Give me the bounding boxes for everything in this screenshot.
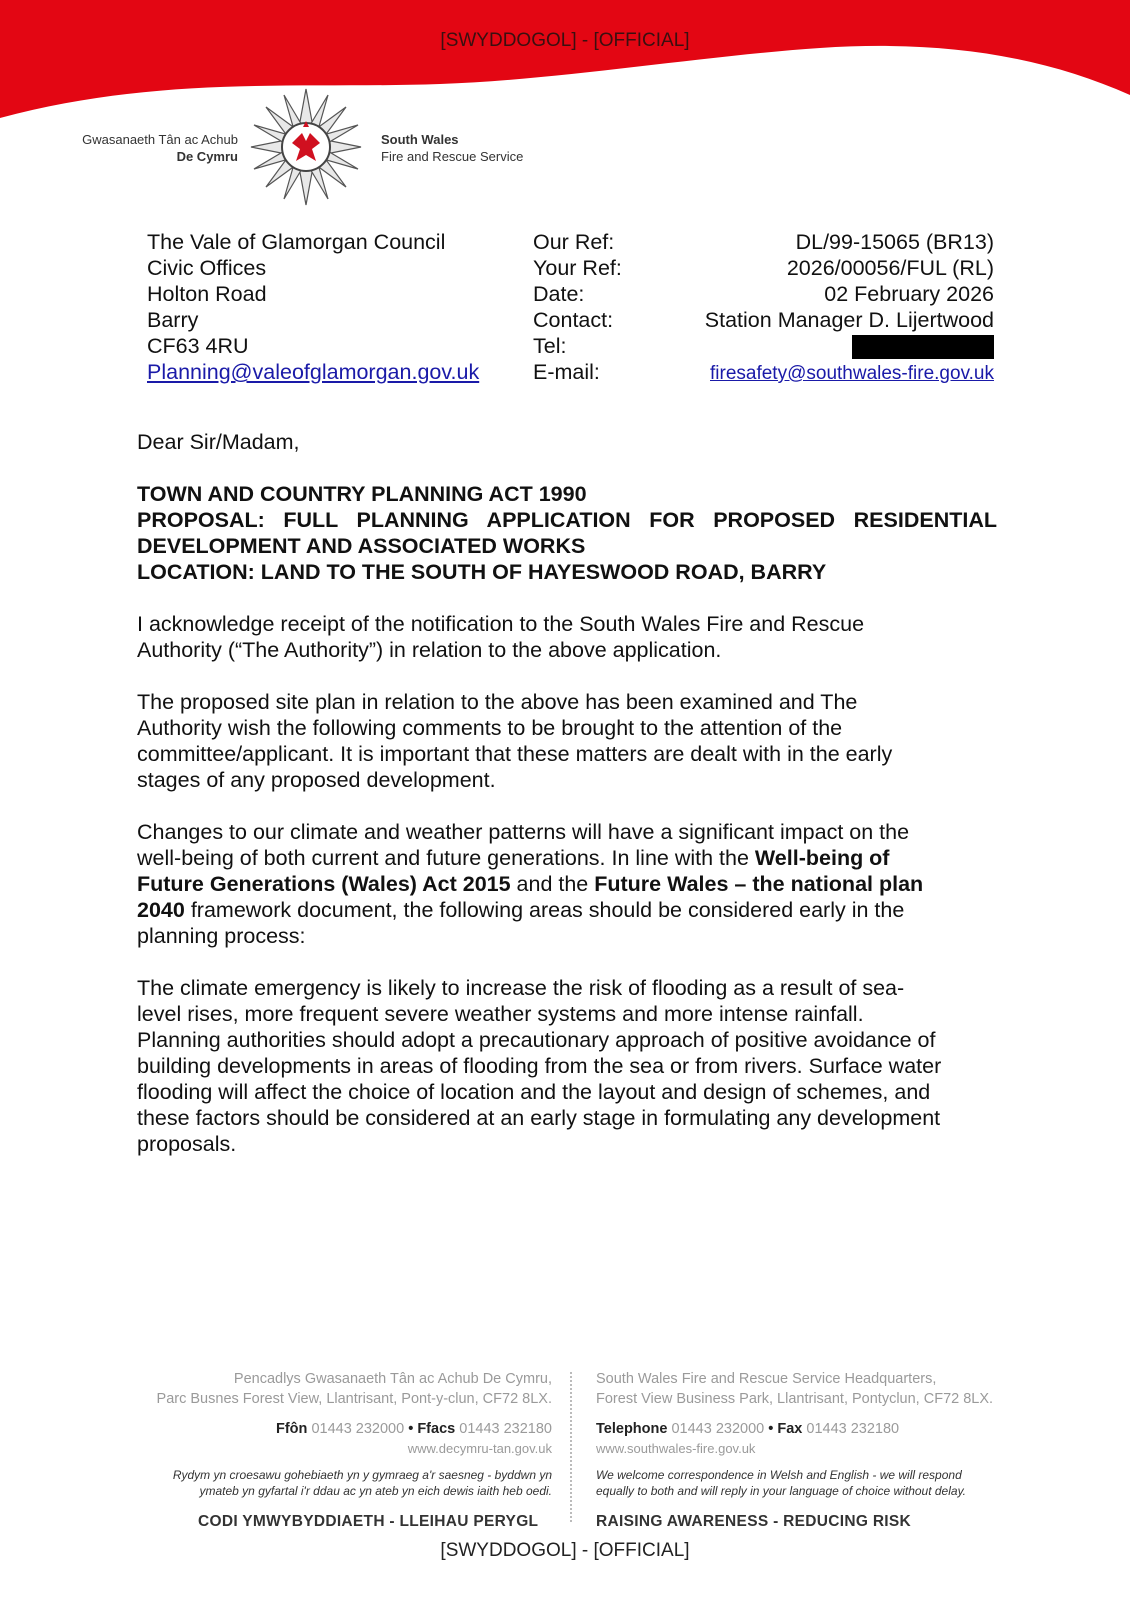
- reference-labels: [533, 229, 622, 385]
- classification-footer: [SWYDDOGOL] - [OFFICIAL]: [440, 1540, 690, 1561]
- para3-bold: 2040: [137, 898, 185, 922]
- para3-line: [137, 897, 997, 923]
- phone-label: Ffôn: [276, 1421, 308, 1437]
- recipient-line: Civic Offices: [147, 256, 267, 280]
- date-value: 02 February 2026: [824, 282, 994, 306]
- footer-welsh-web[interactable]: www.decymru-tan.gov.uk: [407, 1441, 552, 1456]
- logo-english-line2: Fire and Rescue Service: [381, 149, 524, 164]
- footer-welsh-note: ymateb yn gyfartal i'r ddau ac yn ateb yn eich dewis iaith heb oedi.: [199, 1484, 552, 1498]
- contact-value: Station Manager D. Lijertwood: [704, 308, 994, 332]
- phone-number: 01443 232000: [311, 1421, 405, 1437]
- para4-line: building developments in areas of flooding from the sea or from rivers. Surface water: [137, 1054, 942, 1078]
- classification-header: [SWYDDOGOL] - [OFFICIAL]: [440, 30, 690, 51]
- para2-line: stages of any proposed development.: [137, 768, 496, 792]
- fax-label: Ffacs: [417, 1421, 456, 1437]
- slogan-welsh: CODI YMWYBYDDIAETH - LLEIHAU PERYGL: [198, 1513, 539, 1530]
- logo-english-text: [381, 131, 523, 165]
- fax-number: 01443 232180: [459, 1421, 552, 1437]
- contact-label: Contact:: [533, 308, 614, 332]
- para3-bold: Well-being of: [754, 846, 890, 870]
- footer-welsh-phone: Ffôn 01443 232000 • Ffacs 01443 232180: [276, 1421, 552, 1437]
- salutation: Dear Sir/Madam,: [137, 430, 300, 454]
- footer-welsh: [157, 1369, 552, 1499]
- para2-line: Authority wish the following comments to be brought to the attention of the: [137, 716, 843, 740]
- heading-proposal-cont: DEVELOPMENT AND ASSOCIATED WORKS: [137, 534, 586, 558]
- logo-welsh-text: [80, 131, 238, 165]
- para3-text: and the: [510, 872, 595, 896]
- footer-welsh-address: Parc Busnes Forest View, Llantrisant, Pont-y-clun, CF72 8LX.: [156, 1391, 552, 1407]
- para3-bold: Future Generations (Wales) Act 2015: [137, 872, 511, 896]
- para4-line: The climate emergency is likely to increase the risk of flooding as a result of sea-: [137, 976, 905, 1000]
- recipient-address: [147, 229, 479, 385]
- para4-line: level rises, more frequent severe weather systems and more intense rainfall.: [137, 1002, 864, 1026]
- footer-english-note: We welcome correspondence in Welsh and English - we will respond: [596, 1468, 962, 1482]
- footer-english: [596, 1369, 993, 1499]
- para4-line: proposals.: [137, 1132, 237, 1156]
- date-label: Date:: [533, 282, 585, 306]
- fax-label: Fax: [777, 1421, 803, 1437]
- para3-text: framework document, the following areas should be considered early in the: [184, 898, 905, 922]
- para3-bold: Future Wales – the national plan: [594, 872, 924, 896]
- header-red-wave: [0, 0, 1130, 130]
- our-ref-label: Our Ref:: [533, 230, 615, 254]
- footer-welsh-note: Rydym yn croesawu gohebiaeth yn y gymraeg a'r saesneg - byddwn yn: [172, 1468, 552, 1482]
- slogan-english: RAISING AWARENESS - REDUCING RISK: [596, 1513, 912, 1530]
- footer-english-address: Forest View Business Park, Llantrisant, Pontyclun, CF72 8LX.: [596, 1391, 994, 1407]
- para3-line: planning process:: [137, 924, 306, 948]
- logo-english-line1: South Wales: [381, 132, 459, 147]
- our-ref-value: DL/99-15065 (BR13): [795, 230, 994, 254]
- fire-safety-email-link[interactable]: firesafety@southwales-fire.gov.uk: [710, 363, 994, 384]
- para3-text: well-being of both current and future generations. In line with the: [137, 846, 755, 870]
- para1-line: I acknowledge receipt of the notification to the South Wales Fire and Rescue: [137, 612, 865, 636]
- para4-line: these factors should be considered at an early stage in formulating any development: [137, 1106, 941, 1130]
- phone-label: Telephone: [596, 1421, 668, 1437]
- recipient-line: The Vale of Glamorgan Council: [147, 230, 446, 254]
- heading-act: TOWN AND COUNTRY PLANNING ACT 1990: [137, 482, 587, 506]
- para1-line: Authority (“The Authority”) in relation to the above application.: [137, 638, 722, 662]
- phone-number: 01443 232000: [671, 1421, 765, 1437]
- footer-welsh-address: Pencadlys Gwasanaeth Tân ac Achub De Cymru,: [233, 1371, 552, 1387]
- email-label: E-mail:: [533, 360, 600, 384]
- para2-line: The proposed site plan in relation to the above has been examined and The: [137, 690, 858, 714]
- redacted-telephone: [852, 335, 994, 359]
- your-ref-value: 2026/00056/FUL (RL): [786, 256, 994, 280]
- para3-line: [137, 871, 997, 897]
- para4-line: flooding will affect the choice of location and the layout and design of schemes, and: [137, 1080, 931, 1104]
- para3-line: Changes to our climate and weather patterns will have a significant impact on the: [137, 820, 910, 844]
- heading-location: LOCATION: LAND TO THE SOUTH OF HAYESWOOD ROAD, BARRY: [137, 560, 827, 584]
- letter-body: [137, 429, 997, 1157]
- para2-line: committee/applicant. It is important that these matters are dealt with in the early: [137, 742, 893, 766]
- para3-line: [137, 845, 997, 871]
- para4-line: Planning authorities should adopt a precautionary approach of positive avoidance of: [137, 1028, 936, 1052]
- fire-service-crest-icon: [250, 88, 362, 206]
- recipient-line: Holton Road: [147, 282, 267, 306]
- reference-values: [705, 229, 994, 385]
- recipient-line: Barry: [147, 308, 199, 332]
- footer-english-phone: Telephone 01443 232000 • Fax 01443 232180: [596, 1421, 900, 1437]
- fax-number: 01443 232180: [806, 1421, 900, 1437]
- heading-proposal: PROPOSAL: FULL PLANNING APPLICATION FOR PROPOSED RESIDENTIAL: [137, 508, 997, 532]
- footer-english-web[interactable]: www.southwales-fire.gov.uk: [596, 1441, 756, 1456]
- footer-english-address: South Wales Fire and Rescue Service Headquarters,: [596, 1371, 937, 1387]
- footer-divider: [570, 1372, 572, 1522]
- recipient-line: CF63 4RU: [147, 334, 249, 358]
- footer-english-note: equally to both and will reply in your language of choice without delay.: [596, 1484, 967, 1498]
- recipient-email-link[interactable]: Planning@valeofglamorgan.gov.uk: [147, 360, 480, 384]
- your-ref-label: Your Ref:: [533, 256, 622, 280]
- tel-label: Tel:: [533, 334, 567, 358]
- logo-welsh-line1: Gwasanaeth Tân ac Achub: [82, 132, 238, 147]
- logo-welsh-line2: De Cymru: [176, 149, 238, 164]
